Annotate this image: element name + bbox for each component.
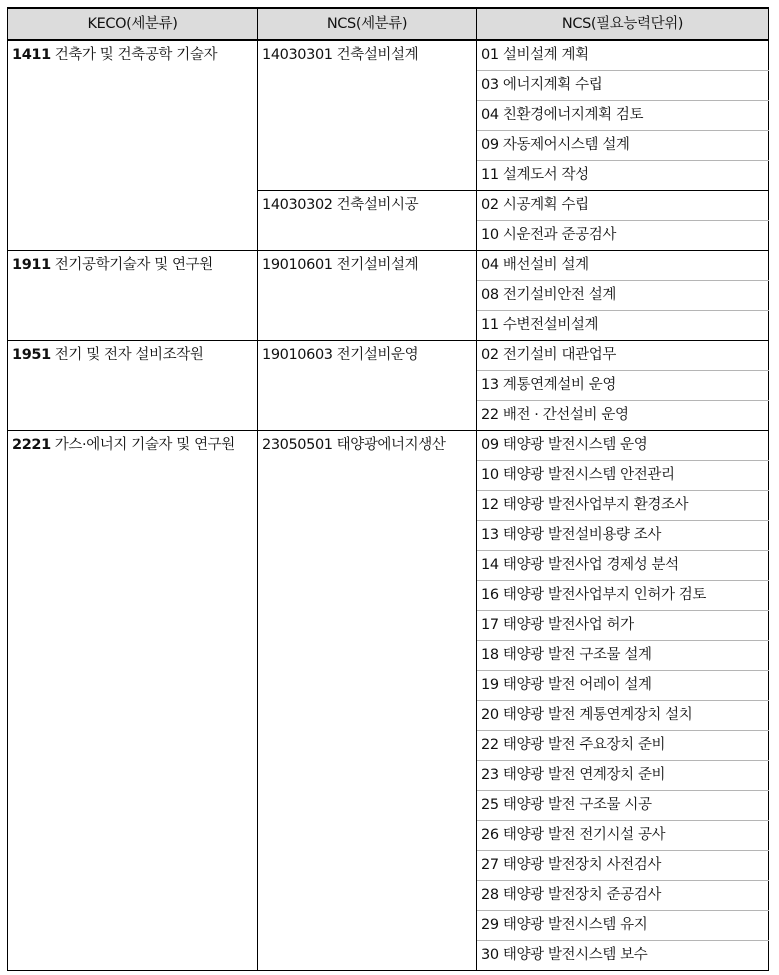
keco-name: 건축가 및 건축공학 기술자 bbox=[54, 47, 218, 63]
ncs-code: 19010601 bbox=[262, 257, 333, 273]
ncs-name: 건축설비시공 bbox=[336, 197, 419, 213]
ncs-unit-cell: 10 태양광 발전시스템 안전관리 bbox=[477, 461, 769, 491]
ncs-unit-cell: 13 태양광 발전설비용량 조사 bbox=[477, 521, 769, 551]
ncs-unit-cell: 11 수변전설비설계 bbox=[477, 311, 769, 341]
ncs-unit-cell: 26 태양광 발전 전기시설 공사 bbox=[477, 821, 769, 851]
ncs-unit-cell: 25 태양광 발전 구조물 시공 bbox=[477, 791, 769, 821]
ncs-unit-cell: 12 태양광 발전사업부지 환경조사 bbox=[477, 491, 769, 521]
ncs-name: 건축설비설계 bbox=[336, 47, 419, 63]
ncs-cell bbox=[258, 191, 477, 251]
table-row bbox=[8, 40, 769, 71]
ncs-unit-cell: 17 태양광 발전사업 허가 bbox=[477, 611, 769, 641]
ncs-cell bbox=[258, 251, 477, 341]
keco-name: 전기 및 전자 설비조작원 bbox=[54, 347, 204, 363]
ncs-unit-cell: 22 배전 · 간선설비 운영 bbox=[477, 401, 769, 431]
ncs-code: 14030302 bbox=[262, 197, 333, 213]
keco-cell bbox=[8, 251, 258, 341]
ncs-unit-cell: 11 설계도서 작성 bbox=[477, 161, 769, 191]
ncs-unit-cell: 29 태양광 발전시스템 유지 bbox=[477, 911, 769, 941]
keco-code: 1411 bbox=[12, 47, 51, 63]
keco-name: 가스·에너지 기술자 및 연구원 bbox=[54, 437, 235, 453]
ncs-cell bbox=[258, 431, 477, 971]
header-unit: NCS(필요능력단위) bbox=[477, 8, 769, 40]
keco-code: 1911 bbox=[12, 257, 51, 273]
ncs-unit-cell: 28 태양광 발전장치 준공검사 bbox=[477, 881, 769, 911]
keco-ncs-mapping-table bbox=[7, 7, 769, 971]
keco-code: 2221 bbox=[12, 437, 51, 453]
keco-cell bbox=[8, 40, 258, 251]
ncs-unit-cell: 03 에너지계획 수립 bbox=[477, 71, 769, 101]
ncs-unit-cell: 09 태양광 발전시스템 운영 bbox=[477, 431, 769, 461]
ncs-unit-cell: 04 배선설비 설계 bbox=[477, 251, 769, 281]
ncs-unit-cell: 10 시운전과 준공검사 bbox=[477, 221, 769, 251]
ncs-unit-cell: 02 시공계획 수립 bbox=[477, 191, 769, 221]
ncs-unit-cell: 27 태양광 발전장치 사전검사 bbox=[477, 851, 769, 881]
header-row bbox=[8, 8, 769, 40]
ncs-unit-cell: 14 태양광 발전사업 경제성 분석 bbox=[477, 551, 769, 581]
table-header bbox=[8, 8, 769, 40]
table-row bbox=[8, 341, 769, 371]
header-keco: KECO(세분류) bbox=[8, 8, 258, 40]
ncs-unit-cell: 18 태양광 발전 구조물 설계 bbox=[477, 641, 769, 671]
ncs-unit-cell: 08 전기설비안전 설계 bbox=[477, 281, 769, 311]
ncs-cell bbox=[258, 40, 477, 191]
ncs-unit-cell: 20 태양광 발전 계통연계장치 설치 bbox=[477, 701, 769, 731]
ncs-unit-cell: 04 친환경에너지계획 검토 bbox=[477, 101, 769, 131]
ncs-cell bbox=[258, 341, 477, 431]
ncs-code: 23050501 bbox=[262, 437, 333, 453]
ncs-unit-cell: 19 태양광 발전 어레이 설계 bbox=[477, 671, 769, 701]
ncs-unit-cell: 02 전기설비 대관업무 bbox=[477, 341, 769, 371]
ncs-unit-cell: 22 태양광 발전 주요장치 준비 bbox=[477, 731, 769, 761]
keco-cell bbox=[8, 341, 258, 431]
ncs-unit-cell: 13 계통연계설비 운영 bbox=[477, 371, 769, 401]
table-row bbox=[8, 251, 769, 281]
ncs-unit-cell: 01 설비설계 계획 bbox=[477, 40, 769, 71]
ncs-code: 14030301 bbox=[262, 47, 333, 63]
ncs-unit-cell: 09 자동제어시스템 설계 bbox=[477, 131, 769, 161]
ncs-unit-cell: 30 태양광 발전시스템 보수 bbox=[477, 941, 769, 971]
keco-name: 전기공학기술자 및 연구원 bbox=[54, 257, 213, 273]
keco-code: 1951 bbox=[12, 347, 51, 363]
ncs-name: 태양광에너지생산 bbox=[336, 437, 446, 453]
ncs-name: 전기설비설계 bbox=[336, 257, 419, 273]
ncs-unit-cell: 16 태양광 발전사업부지 인허가 검토 bbox=[477, 581, 769, 611]
ncs-code: 19010603 bbox=[262, 347, 333, 363]
keco-cell bbox=[8, 431, 258, 971]
ncs-name: 전기설비운영 bbox=[336, 347, 419, 363]
table-row bbox=[8, 431, 769, 461]
ncs-unit-cell: 23 태양광 발전 연계장치 준비 bbox=[477, 761, 769, 791]
table-body bbox=[8, 40, 769, 971]
header-ncs: NCS(세분류) bbox=[258, 8, 477, 40]
